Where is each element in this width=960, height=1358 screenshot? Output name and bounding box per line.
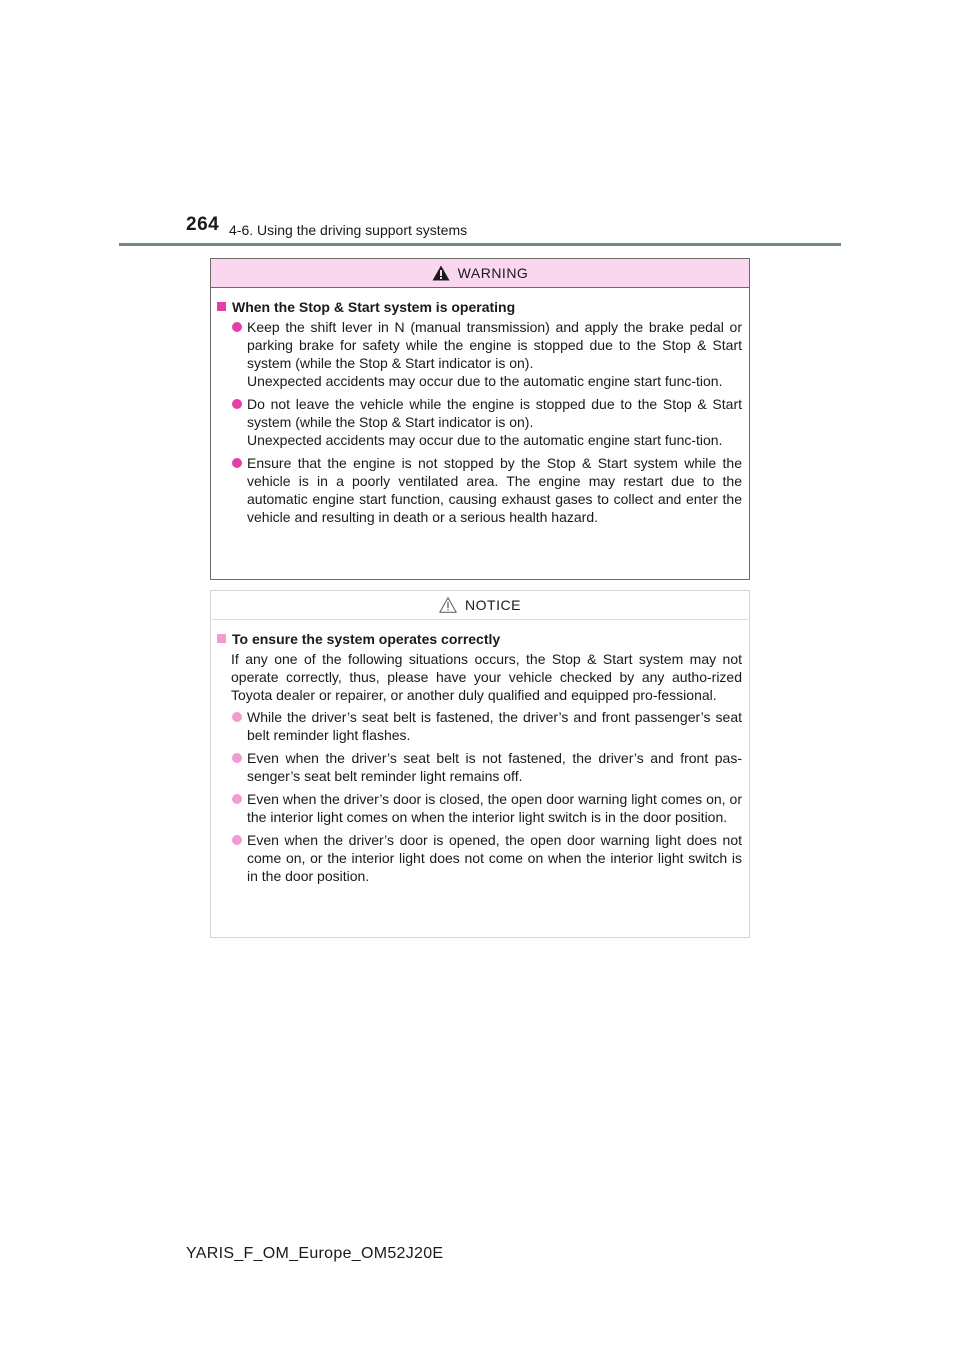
warning-triangle-icon <box>432 265 450 281</box>
round-bullet-icon <box>232 458 242 468</box>
section-title: 4-6. Using the driving support systems <box>229 222 468 238</box>
notice-triangle-icon <box>439 597 457 613</box>
header-rule <box>119 243 841 246</box>
warning-body <box>211 288 749 526</box>
notice-item <box>217 708 742 744</box>
round-bullet-icon <box>232 753 242 763</box>
round-bullet-icon <box>232 399 242 409</box>
warning-heading-text: When the Stop & Start system is operating <box>232 299 516 315</box>
warning-item-text: Do not leave the vehicle while the engine is stopped due to the Stop & Start system (while the Stop & Start indicator is on). <box>247 396 742 430</box>
warning-item-text: Ensure that the engine is not stopped by the Stop & Start system while the vehicle is in a poorly ventilated area. The engine may restart due to the automatic engine start function, causing exhaust gases to collect and enter the vehicle and resulting in death or a serious health hazard. <box>247 455 742 525</box>
round-bullet-icon <box>232 835 242 845</box>
notice-box <box>210 590 750 938</box>
page-number: 264 <box>186 214 220 235</box>
manual-code-footer: YARIS_F_OM_Europe_OM52J20E <box>186 1245 444 1262</box>
notice-item <box>217 749 742 785</box>
warning-item-text: Keep the shift lever in N (manual transmission) and apply the brake pedal or parking brake for safety while the engine is stopped due to the Stop & Start system (while the Stop & Start indicator is on). <box>247 319 742 371</box>
notice-header <box>211 591 749 620</box>
warning-item <box>217 318 742 390</box>
notice-item-text: While the driver’s seat belt is fastened, the driver’s and front passenger’s seat belt reminder light flashes. <box>247 709 742 743</box>
warning-item <box>217 454 742 526</box>
warning-label: WARNING <box>457 265 529 281</box>
notice-intro: If any one of the following situations occurs, the Stop & Start system may not operate correctly, thus, please have your vehicle checked by any autho-rized Toyota dealer or repairer, or another duly qualified and equipped pro-fessional. <box>231 651 742 703</box>
warning-item-text: Unexpected accidents may occur due to the automatic engine start func-tion. <box>247 373 723 389</box>
round-bullet-icon <box>232 794 242 804</box>
notice-body <box>211 620 749 885</box>
round-bullet-icon <box>232 322 242 332</box>
warning-heading <box>217 298 742 316</box>
warning-item-text: Unexpected accidents may occur due to the automatic engine start func-tion. <box>247 432 723 448</box>
warning-header <box>211 259 749 288</box>
notice-item <box>217 790 742 826</box>
notice-label: NOTICE <box>465 597 521 613</box>
round-bullet-icon <box>232 712 242 722</box>
square-bullet-icon <box>217 302 226 311</box>
square-bullet-icon <box>217 634 226 643</box>
notice-item-text: Even when the driver’s seat belt is not fastened, the driver’s and front pas-senger’s seat belt reminder light remains off. <box>247 750 742 784</box>
notice-item-text: Even when the driver’s door is opened, the open door warning light does not come on, or the interior light does not come on when the interior light switch is in the door position. <box>247 832 742 884</box>
notice-item-text: Even when the driver’s door is closed, the open door warning light comes on, or the interior light comes on when the interior light switch is in the door position. <box>247 791 742 825</box>
warning-box <box>210 258 750 580</box>
warning-item <box>217 395 742 449</box>
notice-heading <box>217 630 742 648</box>
notice-item <box>217 831 742 885</box>
notice-heading-text: To ensure the system operates correctly <box>232 631 501 647</box>
